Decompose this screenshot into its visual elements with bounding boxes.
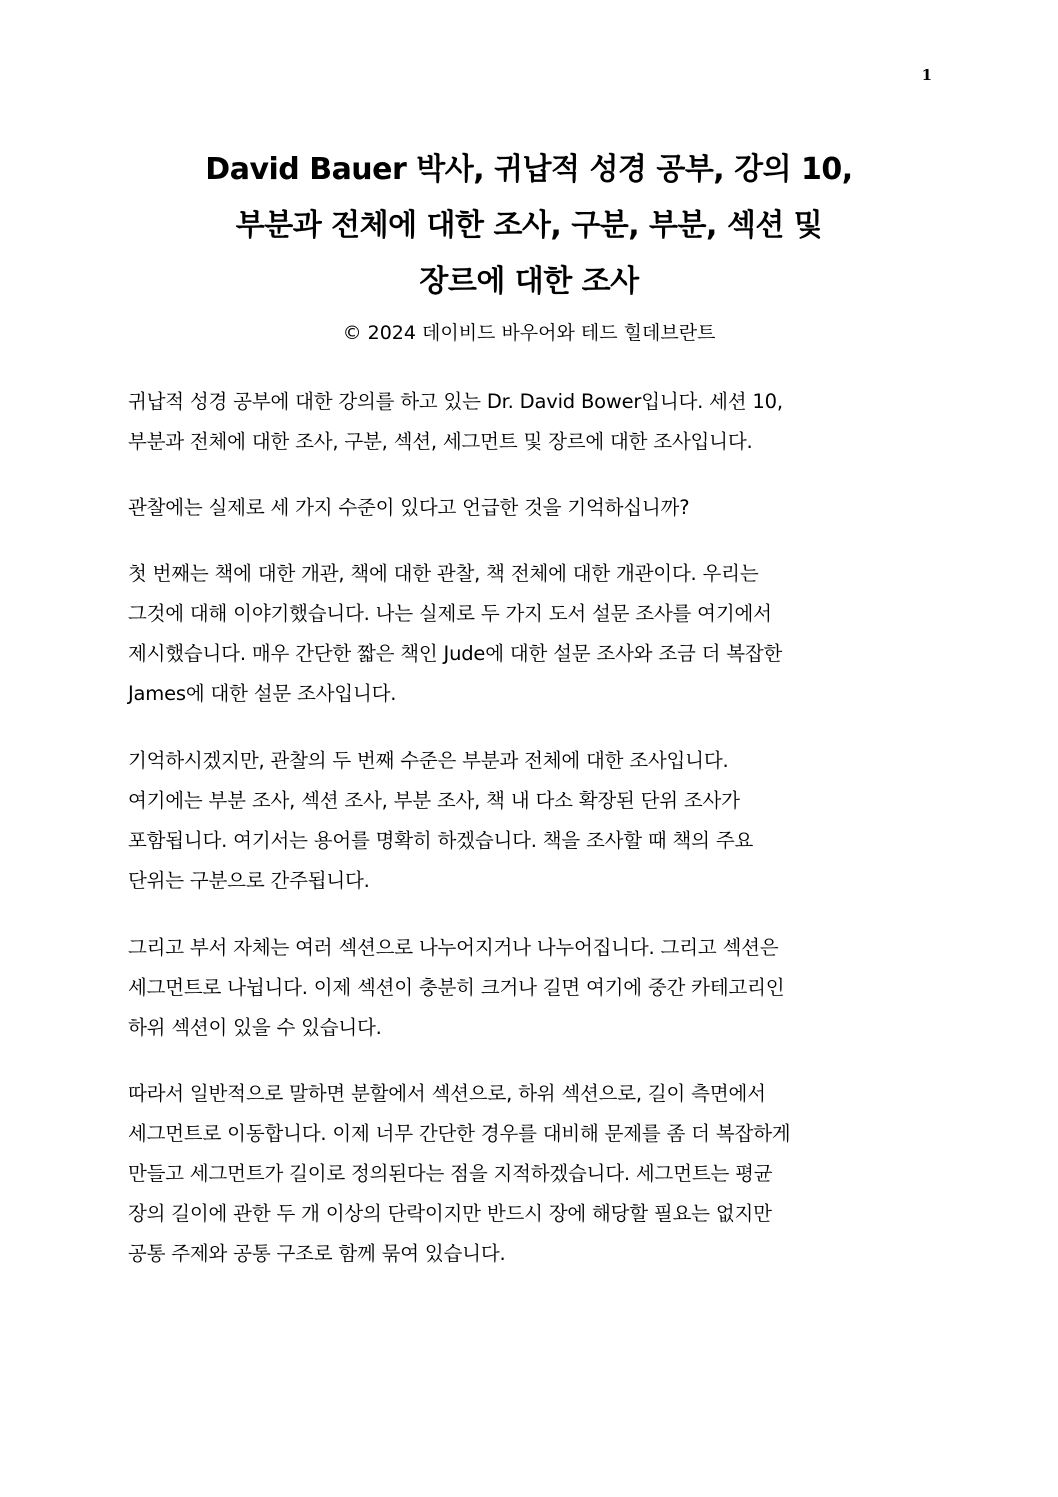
title-line: 장르에 대한 조사 xyxy=(419,264,639,299)
text-line: 세그먼트로 이동합니다. 이제 너무 간단한 경우를 대비해 문제를 좀 더 복잡하게 xyxy=(128,1122,791,1145)
text-line: 장의 길이에 관한 두 개 이상의 단락이지만 반드시 장에 해당할 필요는 없지만 xyxy=(128,1202,772,1225)
paragraph xyxy=(128,741,928,901)
text-line: 공통 주제와 공통 구조로 함께 묶여 있습니다. xyxy=(128,1242,506,1265)
paragraph xyxy=(128,1074,928,1274)
text-line: 만들고 세그먼트가 길이로 정의된다는 점을 지적하겠습니다. 세그먼트는 평균 xyxy=(128,1162,773,1185)
text-line: 제시했습니다. 매우 간단한 짧은 책인 Jude에 대한 설문 조사와 조금 더 복잡한 xyxy=(128,642,783,665)
text-line: 세그먼트로 나뉩니다. 이제 섹션이 충분히 크거나 길면 여기에 중간 카테고리인 xyxy=(128,976,785,999)
document-body xyxy=(128,0,928,1497)
text-line: 따라서 일반적으로 말하면 분할에서 섹션으로, 하위 섹션으로, 길이 측면에서 xyxy=(128,1082,766,1105)
text-line: 포함됩니다. 여기서는 용어를 명확히 하겠습니다. 책을 조사할 때 책의 주요 xyxy=(128,829,754,852)
title-line: David Bauer 박사, 귀납적 성경 공부, 강의 10, xyxy=(205,152,853,187)
title-line: 부분과 전체에 대한 조사, 구분, 부분, 섹션 및 xyxy=(235,208,823,243)
text-line: 그것에 대해 이야기했습니다. 나는 실제로 두 가지 도서 설문 조사를 여기에서 xyxy=(128,602,772,625)
text-line: 여기에는 부분 조사, 섹션 조사, 부분 조사, 책 내 다소 확장된 단위 조사가 xyxy=(128,789,740,812)
page-number: 1 xyxy=(921,66,932,84)
copyright-notice: © 2024 데이비드 바우어와 테드 힐데브란트 xyxy=(342,322,716,344)
text-line: 그리고 부서 자체는 여러 섹션으로 나누어지거나 나누어집니다. 그리고 섹션은 xyxy=(128,936,779,959)
text-line: 단위는 구분으로 간주됩니다. xyxy=(128,869,370,892)
text-line: 부분과 전체에 대한 조사, 구분, 섹션, 세그먼트 및 장르에 대한 조사입니다. xyxy=(128,430,753,453)
text-line: 첫 번째는 책에 대한 개관, 책에 대한 관찰, 책 전체에 대한 개관이다. 우리는 xyxy=(128,562,759,585)
text-line: James에 대한 설문 조사입니다. xyxy=(128,682,397,705)
paragraph xyxy=(128,554,928,714)
text-line: 기억하시겠지만, 관찰의 두 번째 수준은 부분과 전체에 대한 조사입니다. xyxy=(128,749,729,772)
paragraph xyxy=(128,928,928,1048)
text-line: 귀납적 성경 공부에 대한 강의를 하고 있는 Dr. David Bower입니다. 세션 10, xyxy=(128,390,783,413)
text-line: 하위 섹션이 있을 수 있습니다. xyxy=(128,1016,382,1039)
paragraph xyxy=(128,488,928,528)
paragraph xyxy=(128,382,928,462)
text-line: 관찰에는 실제로 세 가지 수준이 있다고 언급한 것을 기억하십니까? xyxy=(128,496,690,519)
